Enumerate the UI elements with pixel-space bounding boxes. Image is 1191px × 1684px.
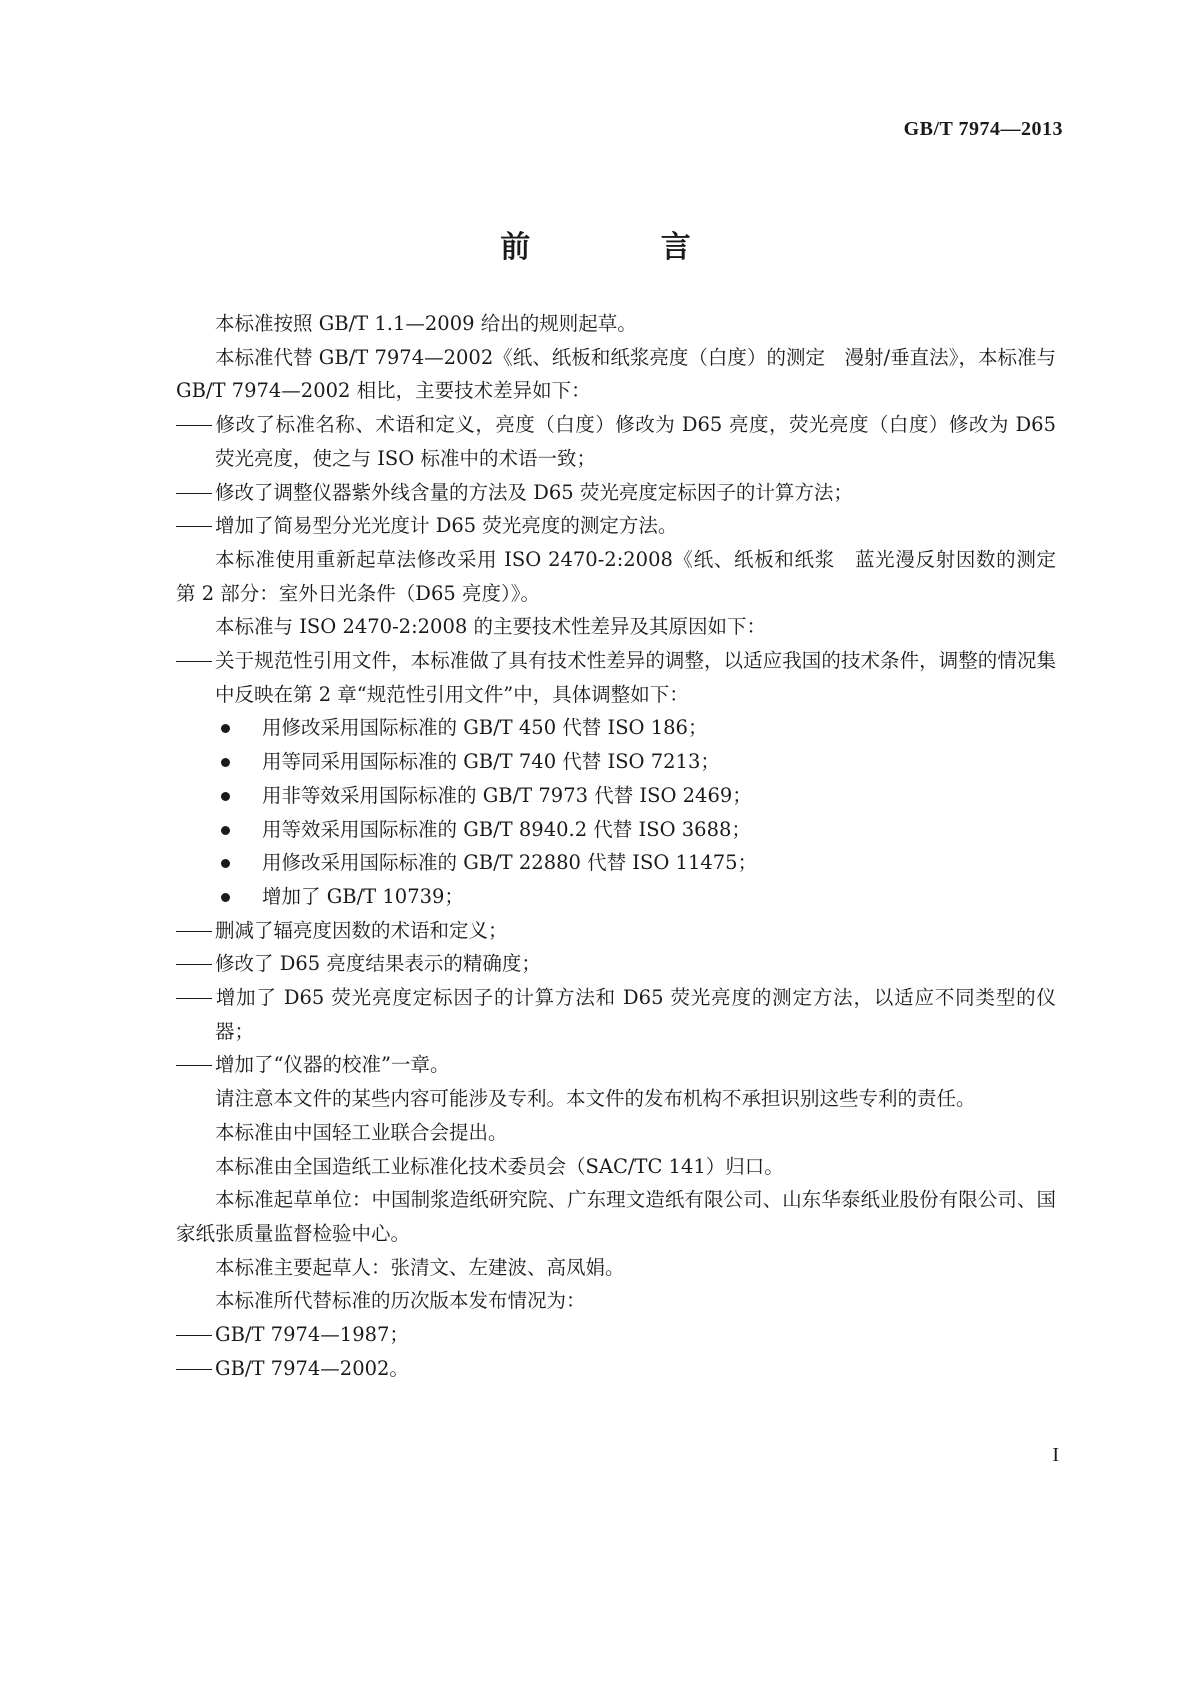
paragraph: 本标准主要起草人：张清文、左建波、高凤娟。 — [215, 1255, 625, 1279]
bullet-dot-icon — [221, 826, 230, 835]
history-item: GB/T 7974—2002。 — [176, 1352, 1056, 1386]
paragraph: 本标准由全国造纸工业标准化技术委员会（SAC/TC 141）归口。 — [215, 1154, 784, 1178]
paragraph: 本标准按照 GB/T 1.1—2009 给出的规则起草。 — [215, 312, 637, 335]
paragraph: 本标准由中国轻工业联合会提出。 — [215, 1120, 508, 1144]
bullet-dot-icon — [221, 724, 230, 733]
difference-item: 修改了 D65 亮度结果表示的精确度； — [176, 947, 1056, 981]
dash-marker — [176, 1352, 215, 1386]
bullet-item: 用非等效采用国际标准的 GB/T 7973 代替 ISO 2469； — [215, 779, 1056, 813]
page-number: I — [1052, 1444, 1059, 1466]
difference-item: 关于规范性引用文件，本标准做了具有技术性差异的调整，以适应我国的技术条件，调整的情况集中反映在第 2 章“规范性引用文件”中，具体调整如下： — [176, 644, 1056, 711]
bullet-dot-icon — [221, 859, 230, 868]
foreword-body — [176, 307, 1076, 1386]
bullet-item: 用等效采用国际标准的 GB/T 8940.2 代替 ISO 3688； — [215, 813, 1056, 847]
dash-marker — [176, 1048, 215, 1082]
standard-code: GB/T 7974—2013 — [903, 118, 1063, 140]
change-item: 增加了简易型分光光度计 D65 荧光亮度的测定方法。 — [176, 509, 1056, 543]
bullet-dot-icon — [221, 758, 230, 767]
difference-item: 增加了“仪器的校准”一章。 — [176, 1048, 1056, 1082]
paragraph: 请注意本文件的某些内容可能涉及专利。本文件的发布机构不承担识别这些专利的责任。 — [215, 1087, 976, 1111]
difference-item: 删减了辐亮度因数的术语和定义； — [176, 914, 1056, 948]
bullet-item: 用等同采用国际标准的 GB/T 740 代替 ISO 7213； — [215, 745, 1056, 779]
bullet-item: 增加了 GB/T 10739； — [215, 880, 1056, 914]
change-item: 修改了调整仪器紫外线含量的方法及 D65 荧光亮度定标因子的计算方法； — [176, 476, 1056, 510]
bullet-dot-icon — [221, 792, 230, 801]
dash-marker — [176, 981, 215, 1015]
paragraph: 本标准与 ISO 2470-2:2008 的主要技术性差异及其原因如下： — [215, 615, 766, 639]
bullet-dot-icon — [221, 893, 230, 902]
page-title: 前 言 — [500, 230, 751, 265]
dash-marker — [176, 1318, 215, 1352]
dash-marker — [176, 509, 215, 543]
paragraph: 本标准使用重新起草法修改采用 ISO 2470-2:2008《纸、纸板和纸浆 蓝光漫反射因数的测定 第 2 部分：室外日光条件（D65 亮度）》。 — [176, 547, 1076, 605]
dash-marker — [176, 644, 215, 678]
difference-item: 增加了 D65 荧光亮度定标因子的计算方法和 D65 荧光亮度的测定方法，以适应不同类型的仪器； — [176, 981, 1056, 1048]
dash-marker — [176, 947, 215, 981]
dash-marker — [176, 914, 215, 948]
bullet-item: 用修改采用国际标准的 GB/T 22880 代替 ISO 11475； — [215, 846, 1056, 880]
paragraph: 本标准起草单位：中国制浆造纸研究院、广东理文造纸有限公司、山东华泰纸业股份有限公司、国家纸张质量监督检验中心。 — [176, 1188, 1056, 1245]
dash-marker — [176, 408, 215, 442]
change-item: 修改了标准名称、术语和定义，亮度（白度）修改为 D65 亮度，荧光亮度（白度）修改为 D65 荧光亮度，使之与 ISO 标准中的术语一致； — [176, 408, 1056, 475]
bullet-item: 用修改采用国际标准的 GB/T 450 代替 ISO 186； — [215, 711, 1056, 745]
history-item: GB/T 7974—1987； — [176, 1318, 1056, 1352]
paragraph: 本标准所代替标准的历次版本发布情况为： — [215, 1289, 586, 1313]
paragraph: 本标准代替 GB/T 7974—2002《纸、纸板和纸浆亮度（白度）的测定 漫射/垂直法》，本标准与 GB/T 7974—2002 相比，主要技术差异如下： — [176, 345, 1056, 403]
dash-marker — [176, 476, 215, 510]
